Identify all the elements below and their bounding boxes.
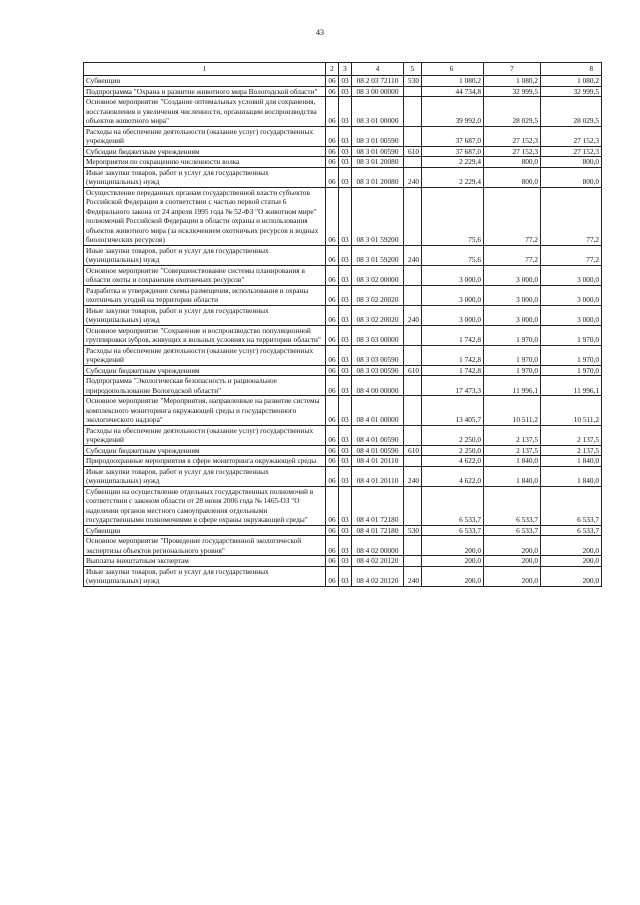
row-section-code: 06 — [326, 76, 339, 87]
row-expense-type: 240 — [404, 466, 422, 486]
row-amount-col7: 27 152,3 — [484, 146, 541, 157]
row-amount-col8: 200,0 — [541, 556, 602, 567]
row-amount-col7: 1 970,0 — [484, 345, 541, 365]
table-row — [84, 325, 602, 345]
row-section-code: 06 — [326, 486, 339, 525]
row-subsection-code: 03 — [339, 245, 352, 265]
row-amount-col8: 3 000,0 — [541, 285, 602, 305]
row-subsection-code: 03 — [339, 126, 352, 146]
row-target-code: 08 3 02 20020 — [352, 305, 404, 325]
row-name: Расходы на обеспечение деятельности (оказание услуг) государственных учреждений — [84, 425, 326, 445]
row-amount-col8: 28 029,5 — [541, 97, 602, 127]
row-expense-type — [404, 345, 422, 365]
row-amount-col8: 27 152,3 — [541, 146, 602, 157]
row-subsection-code: 03 — [339, 167, 352, 187]
row-subsection-code: 03 — [339, 456, 352, 467]
row-expense-type: 240 — [404, 305, 422, 325]
row-section-code: 06 — [326, 265, 339, 285]
row-expense-type — [404, 187, 422, 245]
row-amount-col7: 1 840,0 — [484, 456, 541, 467]
row-amount-col8: 1 970,0 — [541, 365, 602, 376]
table-row — [84, 157, 602, 168]
row-subsection-code: 03 — [339, 86, 352, 97]
row-amount-col7: 10 511,2 — [484, 396, 541, 426]
row-amount-col8: 200,0 — [541, 566, 602, 586]
col-header-7: 7 — [484, 63, 541, 76]
table-row — [84, 97, 602, 127]
row-amount-col6: 37 687,0 — [422, 146, 484, 157]
row-amount-col8: 1 080,2 — [541, 76, 602, 87]
row-target-code: 08 4 00 00000 — [352, 376, 404, 396]
row-amount-col7: 28 029,5 — [484, 97, 541, 127]
row-amount-col6: 1 742,8 — [422, 345, 484, 365]
row-expense-type — [404, 396, 422, 426]
row-target-code: 08 4 01 00590 — [352, 445, 404, 456]
row-expense-type: 240 — [404, 245, 422, 265]
row-amount-col6: 6 533,7 — [422, 486, 484, 525]
row-amount-col6: 13 405,7 — [422, 396, 484, 426]
row-name: Основное мероприятие "Совершенствование системы планирования в области охоты и сохранения охотничьих ресурсов" — [84, 265, 326, 285]
row-amount-col8: 6 533,7 — [541, 525, 602, 536]
table-row — [84, 456, 602, 467]
row-subsection-code: 03 — [339, 536, 352, 556]
row-section-code: 06 — [326, 167, 339, 187]
row-amount-col7: 2 137,5 — [484, 445, 541, 456]
row-amount-col6: 1 742,8 — [422, 325, 484, 345]
row-amount-col7: 11 996,1 — [484, 376, 541, 396]
table-row — [84, 126, 602, 146]
row-section-code: 06 — [326, 86, 339, 97]
row-target-code: 08 4 01 00000 — [352, 396, 404, 426]
row-expense-type — [404, 376, 422, 396]
table-row — [84, 396, 602, 426]
table-row — [84, 525, 602, 536]
row-name: Расходы на обеспечение деятельности (оказание услуг) государственных учреждений — [84, 126, 326, 146]
row-name: Субвенции — [84, 76, 326, 87]
row-subsection-code: 03 — [339, 396, 352, 426]
row-amount-col6: 1 080,2 — [422, 76, 484, 87]
row-name: Субсидии бюджетным учреждениям — [84, 365, 326, 376]
row-subsection-code: 03 — [339, 345, 352, 365]
row-expense-type: 610 — [404, 365, 422, 376]
row-subsection-code: 03 — [339, 445, 352, 456]
row-expense-type: 610 — [404, 445, 422, 456]
row-subsection-code: 03 — [339, 76, 352, 87]
table-body — [84, 76, 602, 587]
row-expense-type: 240 — [404, 167, 422, 187]
row-amount-col6: 3 000,0 — [422, 305, 484, 325]
row-section-code: 06 — [326, 245, 339, 265]
row-name: Основное мероприятие "Мероприятия, направленные на развитие системы комплексного мониторинга окружающей среды и государственного экологического надзора" — [84, 396, 326, 426]
row-subsection-code: 03 — [339, 556, 352, 567]
row-name: Осуществление переданных органам государственной власти субъектов Российской Федерации в соответствии с частью первой статьи 6 Федерального закона от 24 апреля 1995 года № 52-ФЗ "О животном мире" полномочий Российской Федерации в области охраны и использования объектов животного мира (за исключением охотничьих ресурсов и водных биологических ресурсов) — [84, 187, 326, 245]
table-row — [84, 376, 602, 396]
table-row — [84, 146, 602, 157]
table-row — [84, 466, 602, 486]
table-row — [84, 365, 602, 376]
row-amount-col7: 6 533,7 — [484, 486, 541, 525]
row-amount-col8: 77,2 — [541, 245, 602, 265]
row-subsection-code: 03 — [339, 486, 352, 525]
row-subsection-code: 03 — [339, 146, 352, 157]
row-amount-col6: 44 734,8 — [422, 86, 484, 97]
row-subsection-code: 03 — [339, 566, 352, 586]
row-amount-col8: 800,0 — [541, 167, 602, 187]
row-amount-col7: 200,0 — [484, 556, 541, 567]
row-target-code: 08 4 01 00590 — [352, 425, 404, 445]
row-expense-type — [404, 285, 422, 305]
row-amount-col6: 2 250,0 — [422, 425, 484, 445]
col-header-5: 5 — [404, 63, 422, 76]
row-target-code: 08 4 02 00000 — [352, 536, 404, 556]
row-target-code: 08 4 02 20120 — [352, 556, 404, 567]
row-amount-col8: 3 000,0 — [541, 265, 602, 285]
row-amount-col7: 32 999,5 — [484, 86, 541, 97]
row-target-code: 08 3 01 00590 — [352, 126, 404, 146]
row-expense-type — [404, 486, 422, 525]
row-amount-col8: 2 137,5 — [541, 445, 602, 456]
row-amount-col8: 1 840,0 — [541, 466, 602, 486]
table-row — [84, 167, 602, 187]
row-subsection-code: 03 — [339, 157, 352, 168]
row-name: Основное мероприятие "Сохранение и воспроизводство популяционной группировки зубров, живущих в вольных условиях на территории области" — [84, 325, 326, 345]
row-section-code: 06 — [326, 525, 339, 536]
row-name: Субсидии бюджетным учреждениям — [84, 146, 326, 157]
row-subsection-code: 03 — [339, 187, 352, 245]
row-target-code: 08 3 02 00000 — [352, 265, 404, 285]
row-section-code: 06 — [326, 456, 339, 467]
row-amount-col6: 200,0 — [422, 536, 484, 556]
row-section-code: 06 — [326, 536, 339, 556]
row-name: Подпрограмма "Охрана и развитие животного мира Вологодской области" — [84, 86, 326, 97]
row-amount-col7: 3 000,0 — [484, 285, 541, 305]
row-subsection-code: 03 — [339, 285, 352, 305]
table-row — [84, 486, 602, 525]
row-amount-col6: 37 687,0 — [422, 126, 484, 146]
row-amount-col7: 77,2 — [484, 245, 541, 265]
row-amount-col7: 6 533,7 — [484, 525, 541, 536]
row-amount-col7: 1 970,0 — [484, 365, 541, 376]
row-target-code: 08 4 01 72180 — [352, 486, 404, 525]
row-name: Иные закупки товаров, работ и услуг для государственных (муниципальных) нужд — [84, 245, 326, 265]
row-expense-type: 610 — [404, 146, 422, 157]
table-header — [84, 63, 602, 76]
row-subsection-code: 03 — [339, 376, 352, 396]
row-amount-col7: 1 080,2 — [484, 76, 541, 87]
row-amount-col6: 2 229,4 — [422, 157, 484, 168]
row-name: Разработка и утверждение схемы размещения, использования и охраны охотничьих угодий на территории области — [84, 285, 326, 305]
row-target-code: 08 3 01 20080 — [352, 157, 404, 168]
row-target-code: 08 3 03 00000 — [352, 325, 404, 345]
row-target-code: 08 3 03 00590 — [352, 345, 404, 365]
row-amount-col8: 32 999,5 — [541, 86, 602, 97]
row-amount-col6: 2 250,0 — [422, 445, 484, 456]
row-subsection-code: 03 — [339, 305, 352, 325]
row-name: Иные закупки товаров, работ и услуг для государственных (муниципальных) нужд — [84, 305, 326, 325]
row-amount-col7: 1 840,0 — [484, 466, 541, 486]
table-row — [84, 305, 602, 325]
row-amount-col8: 200,0 — [541, 536, 602, 556]
table-row — [84, 76, 602, 87]
row-subsection-code: 03 — [339, 466, 352, 486]
row-amount-col6: 39 992,0 — [422, 97, 484, 127]
row-expense-type: 530 — [404, 525, 422, 536]
col-header-6: 6 — [422, 63, 484, 76]
row-section-code: 06 — [326, 566, 339, 586]
row-amount-col8: 2 137,5 — [541, 425, 602, 445]
row-amount-col7: 3 000,0 — [484, 265, 541, 285]
row-target-code: 08 2 03 72110 — [352, 76, 404, 87]
row-target-code: 08 3 03 00590 — [352, 365, 404, 376]
col-header-4: 4 — [352, 63, 404, 76]
row-section-code: 06 — [326, 345, 339, 365]
row-expense-type — [404, 97, 422, 127]
row-section-code: 06 — [326, 376, 339, 396]
row-amount-col8: 800,0 — [541, 157, 602, 168]
row-section-code: 06 — [326, 425, 339, 445]
row-amount-col7: 27 152,3 — [484, 126, 541, 146]
row-subsection-code: 03 — [339, 325, 352, 345]
table-row — [84, 425, 602, 445]
row-amount-col6: 4 622,0 — [422, 456, 484, 467]
row-expense-type — [404, 86, 422, 97]
row-section-code: 06 — [326, 157, 339, 168]
row-expense-type: 240 — [404, 566, 422, 586]
row-section-code: 06 — [326, 146, 339, 157]
row-amount-col7: 1 970,0 — [484, 325, 541, 345]
table-row — [84, 556, 602, 567]
row-section-code: 06 — [326, 305, 339, 325]
row-section-code: 06 — [326, 126, 339, 146]
row-amount-col6: 4 622,0 — [422, 466, 484, 486]
row-expense-type — [404, 536, 422, 556]
row-target-code: 08 4 01 72180 — [352, 525, 404, 536]
row-amount-col7: 800,0 — [484, 157, 541, 168]
row-section-code: 06 — [326, 187, 339, 245]
row-expense-type — [404, 425, 422, 445]
row-target-code: 08 4 01 20110 — [352, 466, 404, 486]
row-amount-col6: 75,6 — [422, 187, 484, 245]
table-row — [84, 245, 602, 265]
row-name: Иные закупки товаров, работ и услуг для государственных (муниципальных) нужд — [84, 466, 326, 486]
row-section-code: 06 — [326, 325, 339, 345]
row-section-code: 06 — [326, 285, 339, 305]
col-header-8: 8 — [541, 63, 602, 76]
row-subsection-code: 03 — [339, 365, 352, 376]
col-header-1: 1 — [84, 63, 326, 76]
row-amount-col7: 3 000,0 — [484, 305, 541, 325]
row-subsection-code: 03 — [339, 525, 352, 536]
row-subsection-code: 03 — [339, 97, 352, 127]
row-target-code: 08 3 01 00590 — [352, 146, 404, 157]
row-target-code: 08 3 01 20080 — [352, 167, 404, 187]
table-row — [84, 265, 602, 285]
table-row — [84, 536, 602, 556]
row-section-code: 06 — [326, 365, 339, 376]
row-amount-col7: 200,0 — [484, 536, 541, 556]
row-amount-col8: 3 000,0 — [541, 305, 602, 325]
row-expense-type — [404, 456, 422, 467]
row-section-code: 06 — [326, 97, 339, 127]
row-target-code: 08 4 01 20110 — [352, 456, 404, 467]
row-target-code: 08 4 02 20120 — [352, 566, 404, 586]
row-section-code: 06 — [326, 466, 339, 486]
row-target-code: 08 3 01 00000 — [352, 97, 404, 127]
row-section-code: 06 — [326, 445, 339, 456]
row-amount-col8: 77,2 — [541, 187, 602, 245]
table-row — [84, 345, 602, 365]
row-amount-col8: 27 152,3 — [541, 126, 602, 146]
row-name: Природоохранные мероприятия в сфере мониторинга окружающей среды — [84, 456, 326, 467]
row-expense-type — [404, 556, 422, 567]
col-header-2: 2 — [326, 63, 339, 76]
row-section-code: 06 — [326, 556, 339, 567]
row-name: Расходы на обеспечение деятельности (оказание услуг) государственных учреждений — [84, 345, 326, 365]
table-row — [84, 285, 602, 305]
row-name: Субвенции — [84, 525, 326, 536]
row-target-code: 08 3 01 59200 — [352, 187, 404, 245]
row-name: Иные закупки товаров, работ и услуг для государственных (муниципальных) нужд — [84, 167, 326, 187]
table-row — [84, 86, 602, 97]
row-subsection-code: 03 — [339, 265, 352, 285]
row-name: Иные закупки товаров, работ и услуг для государственных (муниципальных) нужд — [84, 566, 326, 586]
row-expense-type — [404, 126, 422, 146]
row-amount-col8: 1 970,0 — [541, 325, 602, 345]
row-amount-col6: 200,0 — [422, 556, 484, 567]
row-section-code: 06 — [326, 396, 339, 426]
row-name: Субсидии бюджетным учреждениям — [84, 445, 326, 456]
row-expense-type — [404, 325, 422, 345]
row-amount-col7: 800,0 — [484, 167, 541, 187]
row-amount-col6: 75,6 — [422, 245, 484, 265]
row-expense-type — [404, 157, 422, 168]
page-number: 43 — [316, 28, 324, 37]
col-header-3: 3 — [339, 63, 352, 76]
row-amount-col8: 11 996,1 — [541, 376, 602, 396]
table-row — [84, 187, 602, 245]
row-name: Основное мероприятие "Проведение государственной экологической экспертизы объектов регионального уровня" — [84, 536, 326, 556]
table-row — [84, 445, 602, 456]
row-amount-col7: 77,2 — [484, 187, 541, 245]
row-name: Выплаты внештатным экспертам — [84, 556, 326, 567]
row-amount-col6: 17 473,3 — [422, 376, 484, 396]
row-subsection-code: 03 — [339, 425, 352, 445]
row-name: Мероприятия по сокращению численности волка — [84, 157, 326, 168]
row-amount-col8: 1 970,0 — [541, 345, 602, 365]
row-target-code: 08 3 02 20020 — [352, 285, 404, 305]
row-name: Субвенции на осуществление отдельных государственных полномочий в соответствии с законом области от 28 июня 2006 года № 1465-ОЗ "О наделении органов местного самоуправления отдельными государственными полномочиями в сфере охраны окружающей среды" — [84, 486, 326, 525]
row-expense-type — [404, 265, 422, 285]
row-name: Основное мероприятие "Создание оптимальных условий для сохранения, восстановления и увеличения численности, организации воспроизводства объектов животного мира" — [84, 97, 326, 127]
row-amount-col6: 1 742,8 — [422, 365, 484, 376]
row-amount-col6: 6 533,7 — [422, 525, 484, 536]
row-amount-col8: 6 533,7 — [541, 486, 602, 525]
row-target-code: 08 3 01 59200 — [352, 245, 404, 265]
row-amount-col7: 2 137,5 — [484, 425, 541, 445]
row-amount-col8: 1 840,0 — [541, 456, 602, 467]
row-amount-col7: 200,0 — [484, 566, 541, 586]
row-amount-col6: 3 000,0 — [422, 265, 484, 285]
row-expense-type: 530 — [404, 76, 422, 87]
row-amount-col6: 3 000,0 — [422, 285, 484, 305]
row-target-code: 08 3 00 00000 — [352, 86, 404, 97]
row-amount-col6: 2 229,4 — [422, 167, 484, 187]
table-row — [84, 566, 602, 586]
row-amount-col8: 10 511,2 — [541, 396, 602, 426]
row-name: Подпрограмма "Экологическая безопасность и рациональное природопользование Вологодской области" — [84, 376, 326, 396]
budget-table — [83, 62, 602, 587]
row-amount-col6: 200,0 — [422, 566, 484, 586]
